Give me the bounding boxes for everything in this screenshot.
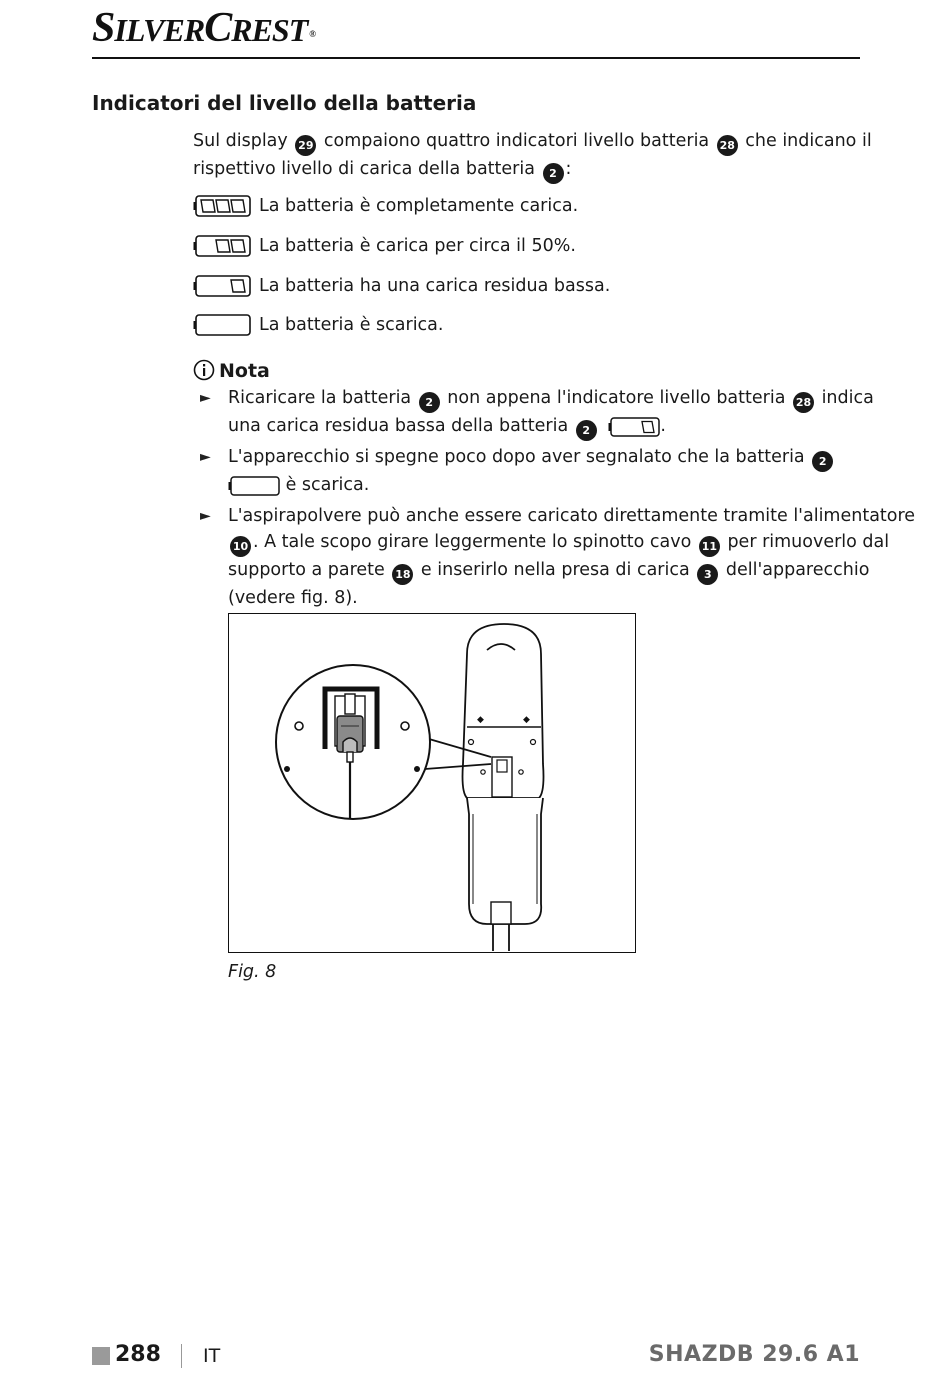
section-title: Indicatori del livello della batteria <box>92 91 477 115</box>
figure-8 <box>228 613 636 953</box>
svg-text:◆: ◆ <box>523 715 530 725</box>
page-number: 288 <box>115 1342 161 1367</box>
ref-badge: 28 <box>793 392 814 413</box>
charging-illustration <box>229 614 634 951</box>
footer-divider <box>181 1344 182 1368</box>
header-rule <box>92 57 860 59</box>
intro-paragraph: Sul display 29 compaiono quattro indicatori livello batteria 28 che indicano il rispettivo livello di carica della batteria 2 : <box>193 128 863 184</box>
battery-empty-icon <box>193 314 251 336</box>
battery-low-icon <box>193 275 251 297</box>
ref-badge-display: 29 <box>295 135 316 156</box>
svg-text:◆: ◆ <box>477 715 484 725</box>
battery-level-row: La batteria è carica per circa il 50%. <box>193 233 576 259</box>
ref-badge: 2 <box>576 420 597 441</box>
model-number: SHAZDB 29.6 A1 <box>648 1342 860 1367</box>
ref-badge-indicator: 28 <box>717 135 738 156</box>
ref-badge: 10 <box>230 536 251 557</box>
ref-badge: 11 <box>699 536 720 557</box>
info-icon <box>193 359 215 381</box>
bullet-arrow: ► <box>200 390 211 406</box>
note-heading: Nota <box>193 358 270 384</box>
battery-level-row: La batteria è completamente carica. <box>193 193 578 219</box>
note-bullet-3: L'aspirapolvere può anche essere caricato direttamente tramite l'alimentatore 10 . A tale scopo girare leggermente lo spinotto cavo 11 per rimuoverlo dal supporto a parete 18 e inserirlo nella presa di carica 3 dell'apparecchio (vedere fig. 8). <box>228 506 916 608</box>
ref-badge: 18 <box>392 564 413 585</box>
battery-level-row: La batteria è scarica. <box>193 312 443 338</box>
ref-badge: 3 <box>697 564 718 585</box>
note-bullet-2: L'apparecchio si spegne poco dopo aver segnalato che la batteria 2 è scarica. <box>228 444 868 498</box>
ref-badge-battery: 2 <box>543 163 564 184</box>
language-code: IT <box>203 1345 221 1367</box>
battery-full-icon <box>193 195 251 217</box>
battery-low-icon <box>608 417 660 437</box>
figure-caption: Fig. 8 <box>228 962 277 982</box>
battery-level-row: La batteria ha una carica residua bassa. <box>193 273 610 299</box>
battery-half-icon <box>193 235 251 257</box>
ref-badge: 2 <box>812 451 833 472</box>
bullet-arrow: ► <box>200 508 211 524</box>
bullet-arrow: ► <box>200 449 211 465</box>
note-bullet-1: Ricaricare la batteria 2 non appena l'indicatore livello batteria 28 indica una carica residua bassa della batteria 2 . <box>228 385 868 441</box>
brand-logo: SILVERCREST ® <box>92 5 315 51</box>
battery-empty-icon <box>228 476 280 496</box>
ref-badge: 2 <box>419 392 440 413</box>
footer-marker <box>92 1347 110 1365</box>
